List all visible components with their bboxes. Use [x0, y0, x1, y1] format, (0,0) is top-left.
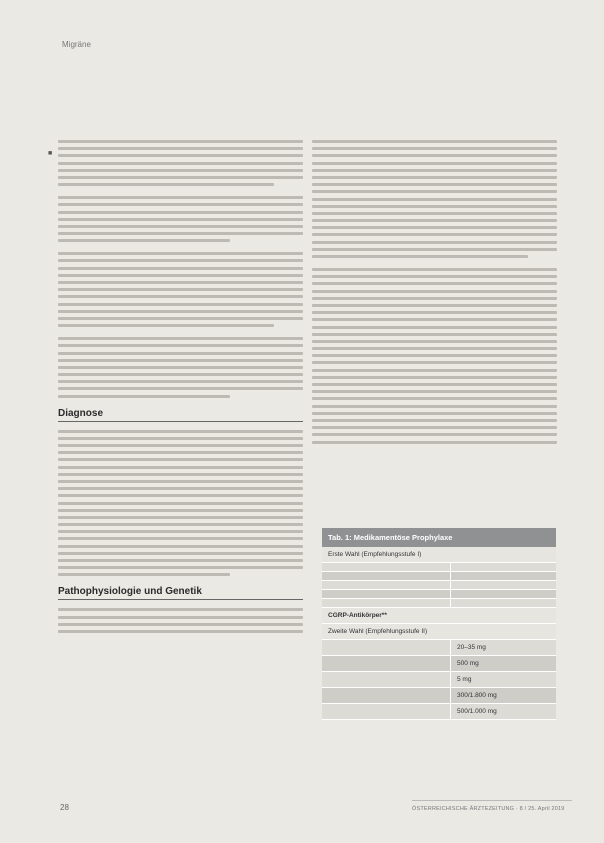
prophylaxis-table — [322, 528, 556, 720]
paragraph — [312, 140, 557, 258]
paragraph — [312, 268, 557, 444]
section-heading-diagnose: Diagnose — [58, 408, 303, 422]
table-row — [322, 581, 556, 590]
table-cell-dose: 20–35 mg — [451, 640, 556, 655]
footer-divider — [412, 800, 572, 801]
right-column — [312, 140, 557, 454]
paragraph — [58, 196, 303, 242]
table-row — [322, 590, 556, 599]
paragraph — [58, 140, 303, 186]
table-row — [322, 572, 556, 581]
table-row — [322, 563, 556, 572]
paragraph — [58, 608, 303, 633]
table-row — [322, 672, 556, 688]
table-group-first-choice: Erste Wahl (Empfehlungsstufe I) — [322, 547, 556, 563]
table-cell-dose: 500 mg — [451, 656, 556, 671]
table-row — [322, 599, 556, 608]
table-row — [322, 688, 556, 704]
table-title: Tab. 1: Medikamentöse Prophylaxe — [322, 528, 556, 547]
table-group-second-choice: Zweite Wahl (Empfehlungsstufe II) — [322, 624, 556, 640]
page-number: 28 — [60, 803, 69, 812]
table-row — [322, 656, 556, 672]
table-cell-dose: 500/1.000 mg — [451, 704, 556, 719]
paragraph — [58, 430, 303, 577]
bullet-marker: ■ — [48, 150, 53, 157]
section-heading-pathophysiology: Pathophysiologie und Genetik — [58, 586, 303, 600]
table-cell-dose: 5 mg — [451, 672, 556, 687]
left-column — [58, 140, 303, 643]
running-title: Migräne — [62, 40, 91, 49]
table-group-cgrp: CGRP-Antikörper** — [322, 608, 556, 624]
journal-footer: ÖSTERREICHISCHE ÄRZTEZEITUNG · 8 / 25. April 2019 — [412, 806, 565, 812]
paragraph — [58, 337, 303, 398]
table-cell-dose: 300/1.800 mg — [451, 688, 556, 703]
paragraph — [58, 252, 303, 327]
table-row — [322, 640, 556, 656]
table-row — [322, 704, 556, 720]
